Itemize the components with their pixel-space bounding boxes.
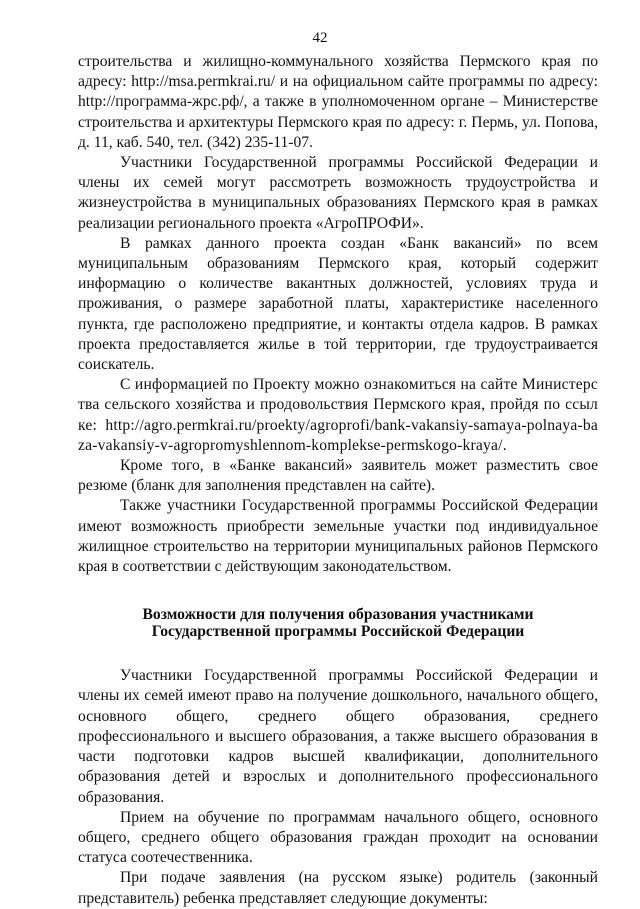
paragraph-education-rights: Участники Государственной программы Российской Федерации и члены их семей имеют право на получение дошкольного, начального общего, основного общего, среднего общего образования, среднего профессионального и высшего образования, а также высшего образования в части подготовки кадров высшей квалификации, дополнительного образования детей и взрослых и дополнительного профессионального образования. bbox=[78, 667, 598, 806]
paragraph-contacts: строительства и жилищно-коммунального хозяйства Пермского края по адресу: http://msa.permkrai.ru/ и на официальном сайте программы по адресу: http://программа-жрс.рф/, а также в уполномоченном органе – Министерстве строительства и архитектуры Пермского края по адресу: г. Пермь, ул. Попова, д. 11, каб. 540, тел. (342) 235-11-07. bbox=[78, 53, 598, 151]
section-heading-line-2: Государственной программы Российской Федерации bbox=[151, 623, 525, 641]
paragraph-vacancy-bank: В рамках данного проекта создан «Банк вакансий» по всем муниципальным образованиям Пермского края, который содержит информацию о количестве вакантных должностей, условиях труда и проживания, о размере заработной платы, характеристике населенного пункта, где расположено предприятие, и контакты отдела кадров. В рамках проекта предоставляется жилье в той территории, где трудоустраивается соискатель. bbox=[78, 234, 598, 374]
paragraph-documents-intro: При подаче заявления (на русском языке) родитель (законный представитель) ребенка представляет следующие документы: bbox=[78, 869, 598, 907]
section-heading-line-1: Возможности для получения образования участниками bbox=[142, 606, 534, 624]
section-heading bbox=[78, 606, 598, 640]
paragraph-resume: Кроме того, в «Банке вакансий» заявитель может разместить свое резюме (бланк для заполнения представлен на сайте). bbox=[78, 457, 598, 495]
document-body bbox=[78, 52, 598, 909]
paragraph-project-link: С информацией по Проекту можно ознакомиться на сайте Министерства сельского хозяйства и продовольствия Пермского края, пройдя по ссылке: http://agro.permkrai.ru/proekty/agroprofi/bank-vakansiy-samaya-polnaya-baza-vakansiy-v-agropromyshlennom-komplekse-permskogo-kraya/. bbox=[78, 376, 598, 454]
paragraph-land-plots: Также участники Государственной программы Российской Федерации имеют возможность приобрести земельные участки под индивидуальное жилищное строительство на территории муниципальных районов Пермского края в соответствии с действующим законодательством. bbox=[78, 497, 598, 576]
paragraph-admission: Прием на обучение по программам начального общего, основного общего, среднего общего образования граждан проходит на основании статуса соотечественника. bbox=[78, 808, 598, 867]
paragraph-employment: Участники Государственной программы Российской Федерации и члены их семей могут рассмотреть возможность трудоустройства и жизнеустройства в муниципальных образованиях Пермского края в рамках реализации регионального проекта «АгроПРОФИ». bbox=[78, 154, 598, 232]
page-number: 42 bbox=[312, 30, 328, 46]
